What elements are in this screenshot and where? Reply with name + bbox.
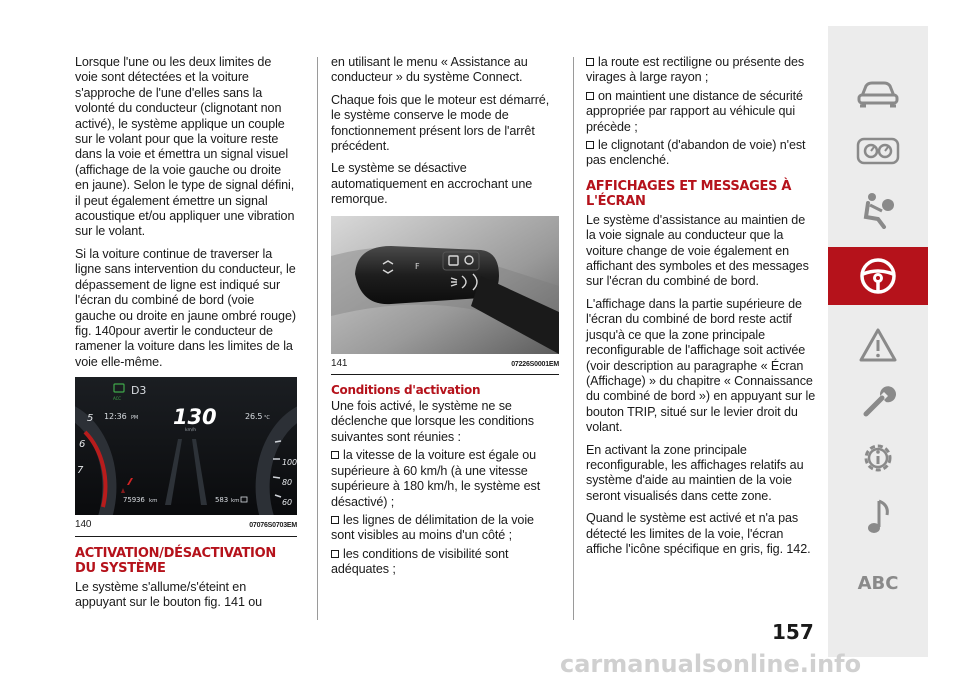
paragraph: Le système d'assistance au maintien de la voie signale au conducteur que la voiture change de voie également en affichant des symboles et des messages sur l'écran du combiné de bord. xyxy=(586,212,809,289)
column-divider xyxy=(573,57,574,620)
figure-code: 07076S0703EM xyxy=(249,522,297,530)
checkbox-square-icon xyxy=(586,92,594,100)
sidebar-item-technical[interactable] xyxy=(828,429,928,487)
svg-text:ACC: ACC xyxy=(113,396,121,402)
svg-text:F: F xyxy=(415,261,420,271)
checkbox-square-icon xyxy=(331,550,339,558)
speed-value: 130 xyxy=(173,405,217,430)
list-item: on maintient une distance de sécurité appropriée par rapport au véhicule qui précède ; xyxy=(586,88,803,134)
figure-141 xyxy=(331,216,559,375)
dashboard-gauges-icon xyxy=(856,137,900,165)
checkbox-square-icon xyxy=(586,141,594,149)
conditions-list-continued xyxy=(586,55,818,169)
checkbox-square-icon xyxy=(586,58,594,66)
wrench-icon xyxy=(858,380,898,420)
page-number: 157 xyxy=(772,620,814,644)
figure-caption xyxy=(75,515,297,536)
sidebar-item-index[interactable] xyxy=(828,554,928,612)
paragraph: en utilisant le menu « Assistance au conducteur » du système Connect. xyxy=(331,55,528,85)
subsection-heading: Conditions d'activation xyxy=(331,383,481,398)
paragraph: Le système se désactive automatiquement en accrochant une remorque. xyxy=(331,161,533,207)
figure-caption xyxy=(331,354,559,375)
checkbox-square-icon xyxy=(331,516,339,524)
temperature-value: 26.5 xyxy=(245,412,263,422)
column-1 xyxy=(75,55,297,617)
list-item: les lignes de délimitation de la voie sont visibles au moins d'un côté ; xyxy=(331,512,534,543)
range-value: 583 xyxy=(215,496,229,505)
section-heading: AFFICHAGES ET MESSAGES À L'ÉCRAN xyxy=(586,178,792,209)
list-item: la vitesse de la voiture est égale ou supérieure à 60 km/h (à une vitesse supérieure à 180 km/h, le système est désactivé) ; xyxy=(331,448,541,509)
car-icon xyxy=(856,78,900,108)
paragraph: Quand le système est activé et n'a pas détecté les limites de la voie, l'écran affiche l'icône spécifique en gris, fig. 142. xyxy=(586,511,811,556)
column-divider xyxy=(317,57,318,620)
instrument-cluster-image xyxy=(75,377,297,515)
sidebar-item-maintenance[interactable] xyxy=(828,371,928,429)
sidebar-item-emergency[interactable] xyxy=(828,316,928,374)
paragraph: Si la voiture continue de traverser la ligne sans intervention du conducteur, le dépassement de ligne est indiqué sur l'écran du combiné de bord (voie gauche ou droite en jaune ombré rouge) fig. 140pour avertir le conducteur de ramener la voiture dans les limites de la voie elle-même. xyxy=(75,246,296,369)
tach-label: 7 xyxy=(77,465,84,477)
conditions-list xyxy=(331,448,559,577)
clock-time: 12:36 xyxy=(104,412,127,422)
paragraph: L'affichage dans la partie supérieure de l'écran du combiné de bord reste actif jusqu'à ce que la zone principale reconfigurable de l'affichage soit activée (voir description au paragraphe « Écran (Affichage) » du chapitre « Connaissance du combiné de bord ») en appuyant sur le bouton TRIP, situé sur le levier droit du volant. xyxy=(586,296,816,435)
speedo-label: 100 xyxy=(282,458,297,468)
tach-label: 5 xyxy=(87,413,94,425)
paragraph: En activant la zone principale reconfigurable, les affichages relatifs au système d'aide au maintien de la voie seront visualisés dans cette zone. xyxy=(586,442,804,503)
chapter-sidebar xyxy=(828,26,928,657)
figure-code: 07226S0001EM xyxy=(511,360,559,368)
tach-label: 6 xyxy=(79,439,86,451)
steering-lever-image xyxy=(331,216,559,354)
temperature-unit: °C xyxy=(264,415,270,422)
range-unit: km xyxy=(231,498,240,505)
list-item: les conditions de visibilité sont adéquates ; xyxy=(331,546,509,577)
speed-unit: km/h xyxy=(185,428,196,434)
sidebar-item-car[interactable] xyxy=(828,64,928,122)
section-heading: ACTIVATION/DÉSACTIVATION DU SYSTÈME xyxy=(75,545,276,576)
warning-triangle-icon xyxy=(858,327,898,363)
odometer-unit: km xyxy=(149,498,158,505)
settings-gear-icon xyxy=(858,438,898,478)
speedo-label: 60 xyxy=(282,498,292,508)
figure-140 xyxy=(75,377,297,536)
odometer-value: 75936 xyxy=(123,496,145,505)
gear-indicator: D3 xyxy=(131,384,147,398)
index-label: ABC xyxy=(857,572,899,594)
paragraph: Chaque fois que le moteur est démarré, le système conserve le mode de fonctionnement présent lors de l'arrêt précédent. xyxy=(331,92,550,154)
music-note-icon xyxy=(863,497,893,537)
sidebar-item-safety[interactable] xyxy=(828,180,928,238)
figure-number: 141 xyxy=(331,357,348,369)
paragraph: Le système s'allume/s'éteint en appuyant sur le bouton fig. 141 ou xyxy=(75,579,263,609)
list-item: la route est rectiligne ou présente des virages à large rayon ; xyxy=(586,55,805,85)
sidebar-item-dashboard[interactable] xyxy=(828,122,928,180)
list-item: le clignotant (d'abandon de voie) n'est pas enclenché. xyxy=(586,138,806,168)
sidebar-item-multimedia[interactable] xyxy=(828,488,928,546)
column-3 xyxy=(586,55,818,564)
paragraph: Lorsque l'une ou les deux limites de voie sont détectées et la voiture s'approche de l'une d'elles sans la volonté du conducteur (clignotant non activé), le système applique un couple sur le volant pour que la voiture reste dans la voie et émettra un signal visuel (affichage de la voie gauche ou droite en jaune). Selon le type de signal défini, il peut également émettre un signal acoustique et/ou appliquer une vibration sur le volant. xyxy=(75,55,295,239)
checkbox-square-icon xyxy=(331,451,339,459)
speedo-label: 80 xyxy=(282,478,292,488)
figure-number: 140 xyxy=(75,519,92,531)
steering-wheel-icon xyxy=(858,256,898,296)
paragraph: Une fois activé, le système ne se déclenche que lorsque les conditions suivantes sont réunies : xyxy=(331,399,534,444)
column-2 xyxy=(331,55,559,581)
watermark: carmanualsonline.info xyxy=(560,650,862,678)
clock-suffix: PM xyxy=(131,415,139,422)
sidebar-item-driving[interactable] xyxy=(828,247,928,305)
airbag-seat-icon xyxy=(858,189,898,229)
